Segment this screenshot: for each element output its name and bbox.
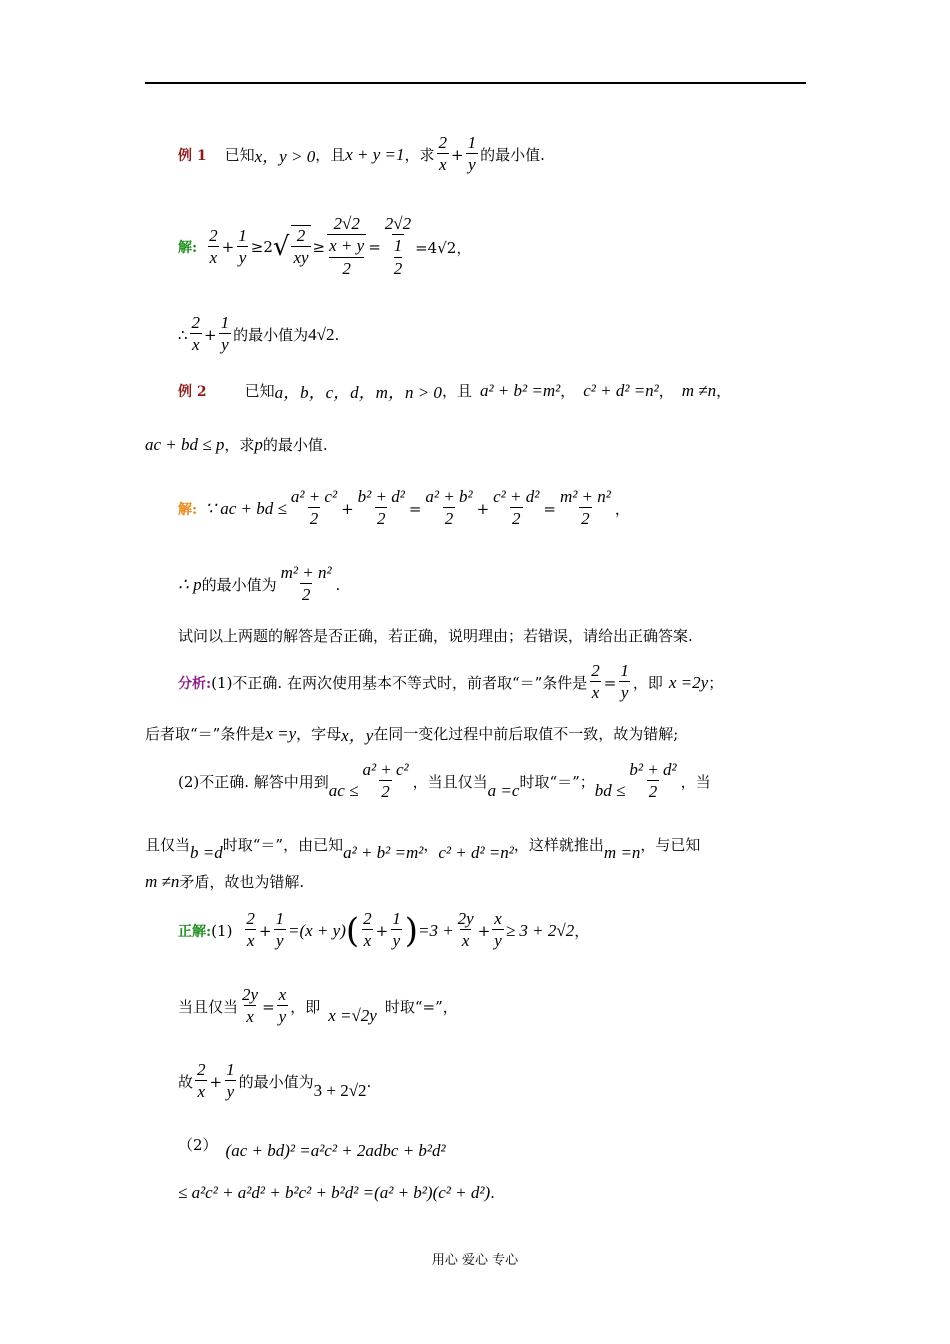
analysis-2: 后者取“＝”条件是 x =y ，字母 x，y 在同一变化过程中前后取值不一致，故为错解; bbox=[145, 723, 679, 745]
correct-solution-1: 正解: (1) $\frac{2}{x}$ + $\frac{1}{y}$ =(x + y) ( $\frac{2}{x}$ + $\frac{1}{y}$ ) =3 + $\frac{2y}{x}$ + $\frac{x}{y}$ ≥ 3 + 2√2 ， bbox=[178, 909, 590, 951]
solution-2-label: 解: bbox=[178, 501, 198, 518]
example-2-line-2: ac + bd ≤ p ，求 p 的最小值. bbox=[145, 434, 328, 454]
correct-solution-5: ≤ a²c² + a²d² + b²c² + b²d² =(a² + b²)(c² + d²) . bbox=[178, 1183, 495, 1202]
solution-1: 解: $\frac{2}{x}$ + $\frac{1}{y}$ ≥2 √ $\frac{2}{xy}$ ≥ 2√2 x + y 2 = 2√2 1 2 =4√2， bbox=[178, 214, 472, 278]
correct-solution-3: 故 $\frac{2}{x}$ + $\frac{1}{y}$ 的最小值为 3 + 2√2 . bbox=[178, 1060, 372, 1101]
analysis-1: 分析: (1)不正确. 在两次使用基本不等式时，前者取“＝”条件是 $\frac{2}{x}$ = $\frac{1}{y}$ ，即 x =2y ； bbox=[178, 661, 724, 702]
correct-solution-4: （2） (ac + bd)² =a²c² + 2adbc + b²d² bbox=[178, 1135, 446, 1160]
analysis-4: 且仅当 b =d 时取“＝”，由已知 a² + b² =m² ， c² + d² =n² ，这样就推出 m =n ，与已知 bbox=[145, 835, 701, 862]
solution-1-label: 解: bbox=[178, 240, 198, 256]
fraction: $\frac{1}{y}$ bbox=[467, 133, 477, 174]
analysis-5: m ≠n 矛盾，故也为错解. bbox=[145, 871, 305, 891]
analysis-label: 分析: bbox=[178, 675, 212, 692]
correct-solution-label: 正解: bbox=[178, 923, 212, 940]
solution-1-conclusion: ∴ $\frac{2}{x}$ + $\frac{1}{y}$ 的最小值为 4√2 . bbox=[178, 313, 340, 354]
fraction: $\frac{2}{x}$ bbox=[438, 133, 448, 174]
solution-2-conclusion: ∴ p 的最小值为 $\frac{\text{m² + n²}}{2}$ . bbox=[178, 563, 341, 604]
question: 试问以上两题的解答是否正确，若正确，说明理由；若错误，请给出正确答案. bbox=[178, 627, 693, 645]
example-1: 例 1 已知 x，y > 0 ，且 x + y =1 ，求 $\frac{2}{x}$ + $\frac{1}{y}$ 的最小值. bbox=[178, 133, 545, 174]
correct-solution-2: 当且仅当 $\frac{2y}{x}$ = $\frac{x}{y}$ ，即 x =√2y 时取“=”， bbox=[178, 985, 458, 1026]
analysis-3: (2)不正确. 解答中用到 ac ≤ $\frac{\text{a² + c²}}{2}$ ，当且仅当 a =c 时取“＝”； bd ≤ $\frac{\text{b² + d²}}{2}$ ，当 bbox=[178, 760, 711, 801]
example-2: 例 2 已知 a，b，c，d，m，n > 0 ，且 a² + b² =m² ， c² + d² =n² ， m ≠n ， bbox=[178, 380, 732, 402]
solution-2: 解: ∵ ac + bd ≤ $\frac{\text{a² + c²}}{2}$ + $\frac{\text{b² + d²}}{2}$ = $\frac{\text{a² + b²}}{2}$ + $\frac{\text{c² + d²}}{2}$ = $\frac{\text{m² + n²}}{2}$ ， bbox=[178, 487, 630, 528]
example-2-label: 例 2 bbox=[178, 383, 207, 400]
page-footer: 用心 爱心 专心 bbox=[431, 1253, 519, 1268]
example-1-label: 例 1 bbox=[178, 147, 207, 164]
header-rule bbox=[145, 82, 806, 84]
